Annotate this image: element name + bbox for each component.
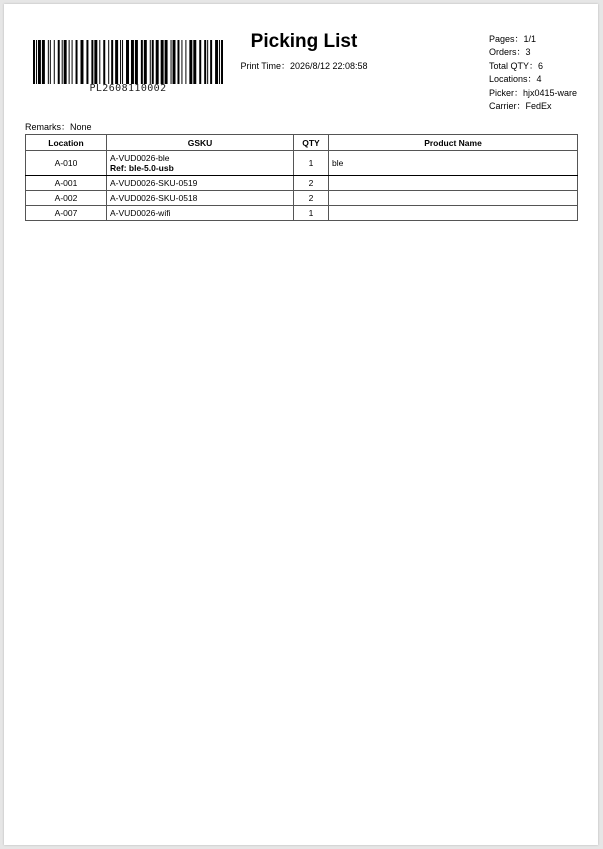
- remarks-value: None: [70, 122, 92, 132]
- barcode-bar: [111, 40, 113, 84]
- table-row: [26, 176, 578, 191]
- cell-location: A-010: [26, 151, 107, 176]
- picking-table: [25, 134, 578, 221]
- cell-product-name: [329, 206, 578, 221]
- cell-qty: 1: [294, 151, 329, 176]
- barcode-bar: [86, 40, 88, 84]
- barcode-number: PL2608110002: [89, 83, 167, 94]
- barcode-bar: [221, 40, 223, 84]
- barcode-bar: [219, 40, 220, 84]
- gsku-value: A-VUD0026-ble: [110, 153, 170, 163]
- barcode-bar: [94, 40, 97, 84]
- remarks: [25, 120, 92, 133]
- barcode-bar: [64, 40, 67, 84]
- barcode-bar: [50, 40, 51, 84]
- barcode-bar: [48, 40, 49, 84]
- barcode-bar: [36, 40, 37, 84]
- cell-gsku: A-VUD0026-wifi: [107, 206, 294, 221]
- barcode-bar: [58, 40, 60, 84]
- cell-gsku: [107, 151, 294, 176]
- cell-qty: 2: [294, 176, 329, 191]
- table-header-row: [26, 135, 578, 151]
- barcode-bar: [156, 40, 159, 84]
- cell-gsku: A-VUD0026-SKU-0519: [107, 176, 294, 191]
- barcode-bar: [122, 40, 123, 84]
- barcode-bar: [62, 40, 63, 84]
- cell-product-name: [329, 191, 578, 206]
- print-time-label: Print Time：: [240, 61, 290, 71]
- barcode-bar: [54, 40, 55, 84]
- barcode-bar: [144, 40, 147, 84]
- barcode-bar: [210, 40, 212, 84]
- barcode-bar: [189, 40, 192, 84]
- meta-locations: Locations：4: [489, 74, 542, 85]
- meta-pages: Pages：1/1: [489, 34, 537, 44]
- barcode-bar: [120, 40, 121, 84]
- table-row: [26, 151, 578, 176]
- cell-qty: 1: [294, 206, 329, 221]
- barcode-bar: [177, 40, 179, 84]
- print-time-value: 2026/8/12 22:08:58: [289, 61, 368, 71]
- barcode-bar: [108, 40, 109, 84]
- barcode-bar: [141, 40, 143, 84]
- barcode-bar: [185, 40, 186, 84]
- meta-orders: Orders：3: [489, 47, 531, 58]
- barcode-bar: [38, 40, 41, 84]
- document-title: Picking List: [250, 31, 358, 52]
- barcode-bar: [131, 40, 134, 84]
- barcode-bar: [76, 40, 78, 84]
- cell-product-name: [329, 176, 578, 191]
- barcode-bar: [69, 40, 70, 84]
- cell-location: A-002: [26, 191, 107, 206]
- barcode-bar: [91, 40, 93, 84]
- barcode-bar: [173, 40, 176, 84]
- barcode-bar: [171, 40, 172, 84]
- header-location: Location: [26, 135, 107, 151]
- barcode-bar: [204, 40, 206, 84]
- cell-location: A-001: [26, 176, 107, 191]
- barcode-bar: [115, 40, 118, 84]
- meta-carrier: Carrier：FedEx: [489, 101, 552, 112]
- barcode-bar: [193, 40, 196, 84]
- header-product-name: Product Name: [329, 135, 578, 151]
- document-meta: [489, 33, 577, 113]
- barcode-bar: [72, 40, 73, 84]
- barcode-bar: [99, 40, 100, 84]
- barcode-bar: [161, 40, 164, 84]
- cell-location: A-007: [26, 206, 107, 221]
- barcode-bar: [135, 40, 138, 84]
- barcode-bar: [181, 40, 182, 84]
- header-qty: QTY: [294, 135, 329, 151]
- remarks-label: Remarks：: [25, 122, 71, 132]
- barcode-bar: [81, 40, 84, 84]
- barcode-bar: [207, 40, 208, 84]
- barcode-bar: [199, 40, 201, 84]
- barcode-bar: [150, 40, 151, 84]
- barcode-bar: [152, 40, 154, 84]
- cell-qty: 2: [294, 191, 329, 206]
- meta-total-qty: Total QTY：6: [489, 60, 544, 71]
- barcode-bar: [103, 40, 105, 84]
- barcode-bar: [42, 40, 45, 84]
- table-row: [26, 206, 578, 221]
- meta-picker: Picker：hjx0415-ware: [489, 87, 578, 98]
- barcode-bar: [215, 40, 218, 84]
- barcode-image: [33, 40, 223, 84]
- document-page: [4, 4, 598, 845]
- barcode-bar: [33, 40, 35, 84]
- cell-product-name: ble: [329, 151, 578, 176]
- print-time: [224, 59, 384, 72]
- cell-gsku: A-VUD0026-SKU-0518: [107, 191, 294, 206]
- table-row: [26, 191, 578, 206]
- gsku-ref: Ref: ble-5.0-usb: [110, 163, 174, 173]
- barcode-bar: [126, 40, 129, 84]
- header-gsku: GSKU: [107, 135, 294, 151]
- barcode-bar: [165, 40, 168, 84]
